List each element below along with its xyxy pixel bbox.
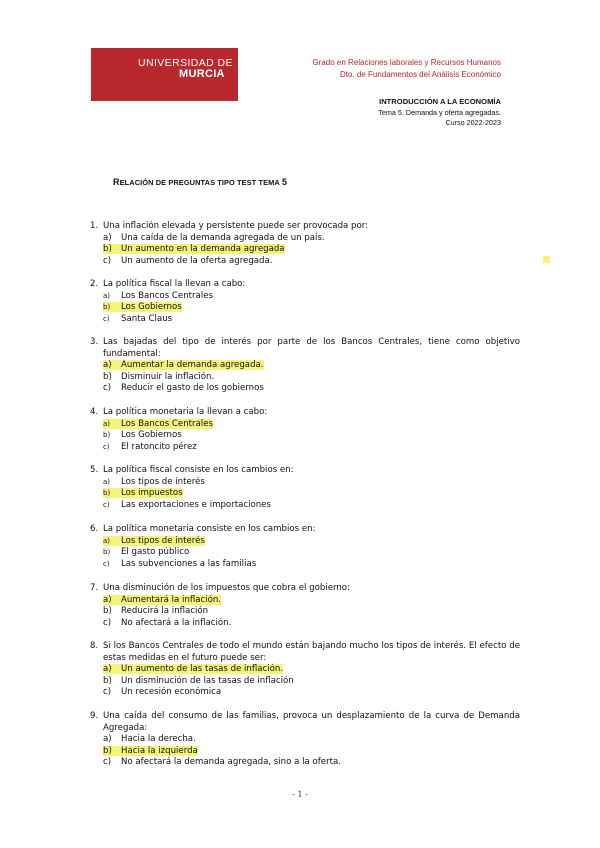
option-b: b) Los impuestos [103, 488, 183, 499]
question-text: Una caída del consumo de las familias, provoca un desplazamiento de la curva de Demanda Agregada: [103, 711, 520, 733]
highlight-marker [543, 256, 550, 263]
option-a: a) Los tipos de interés [103, 476, 205, 487]
degree-name: Grado en Relaciones laborales y Recursos Humanos [312, 58, 501, 67]
page-title [113, 177, 287, 187]
topic-name: Tema 5. Demanda y oferta agregadas. [378, 108, 501, 117]
logo-line-1: UNIVERSIDAD DE [138, 57, 233, 69]
title-number: 5 [281, 177, 288, 187]
question-number: 7. [90, 583, 99, 593]
question-6 [90, 524, 520, 570]
option-b: b) Hacia la izquierda [103, 745, 198, 756]
option-b: b) Los Gobiernos [103, 430, 182, 441]
course-year: Curso 2022-2023 [445, 118, 501, 127]
option-a: a) Hacia la derecha. [103, 734, 196, 745]
question-5 [90, 465, 520, 511]
title-first-letter: R [113, 177, 120, 187]
option-c: c) Reducir el gasto de los gobiernos [103, 383, 264, 394]
question-number: 9. [90, 711, 99, 721]
option-b: b) Un disminución de las tasas de inflación [103, 675, 294, 686]
option-a: a) Aumentar la demanda agregada. [103, 360, 264, 371]
question-9 [90, 711, 520, 769]
question-text: Las bajadas del tipo de interés por parte de los Bancos Centrales, tiene como objetivo fundamental: [103, 337, 520, 359]
option-c: c) Las exportaciones e importaciones [103, 499, 271, 510]
question-text: Una inflación elevada y persistente puede ser provocada por: [103, 221, 369, 231]
question-number: 6. [90, 524, 99, 534]
question-number: 4. [90, 407, 99, 417]
option-b: b) Disminuir la inflación. [103, 371, 215, 382]
option-a: a) Los Bancos Centrales [103, 418, 213, 429]
option-c: c) Un aumento de la oferta agregada. [103, 255, 273, 266]
question-2 [90, 279, 520, 325]
option-a: a) Una caída de la demanda agregada de un país. [103, 232, 325, 243]
question-7 [90, 583, 520, 629]
option-a: a) Los tipos de interés [103, 535, 205, 546]
option-c: c) No afectará la demanda agregada, sino a la oferta. [103, 757, 341, 768]
option-c: c) No afectará a la inflación. [103, 617, 232, 628]
logo-line-2: MURCIA [179, 68, 225, 80]
option-a: a) Aumentará la inflación. [103, 594, 222, 605]
option-b: b) Los Gobiernos [103, 302, 182, 313]
question-text: La política monetaria consiste en los cambios en: [103, 524, 316, 534]
option-a: a) Los Bancos Centrales [103, 290, 213, 301]
question-4 [90, 407, 520, 453]
question-1 [90, 221, 520, 267]
option-c: c) Un recesión económica [103, 687, 222, 698]
question-text: La política fiscal consiste en los cambios en: [103, 465, 294, 475]
question-text: Si los Bancos Centrales de todo el mundo están bajando mucho los tipos de interés. El efecto de estas medidas en el futuro puede ser: [103, 641, 520, 663]
title-text: ELACIÓN DE PREGUNTAS TIPO TEST TEMA [119, 178, 280, 187]
option-a: a) Un aumento de las tasas de inflación. [103, 664, 284, 675]
question-8 [90, 641, 520, 699]
option-b: b) Un aumento en la demanda agregada [103, 244, 285, 255]
department-name: Dto. de Fundamentos del Análisis Económico [340, 70, 501, 79]
option-c: c) El ratoncito pérez [103, 441, 197, 452]
question-number: 1. [90, 221, 99, 231]
question-number: 8. [90, 641, 99, 651]
question-text: La política fiscal la llevan a cabo: [103, 279, 246, 289]
subject-name: INTRODUCCIÓN A LA ECONOMÍA [379, 97, 501, 106]
option-c: c) Las subvenciones a las familias [103, 558, 257, 569]
university-logo [91, 48, 238, 101]
page-number: - 1 - [292, 790, 308, 799]
option-b: b) El gasto público [103, 547, 190, 558]
question-number: 2. [90, 279, 99, 289]
question-number: 3. [90, 337, 99, 347]
question-number: 5. [90, 465, 99, 475]
question-text: Una disminución de los impuestos que cobra el gobierno: [103, 583, 350, 593]
question-3 [90, 337, 520, 395]
question-text: La política monetaria la llevan a cabo: [103, 407, 268, 417]
option-c: c) Santa Claus [103, 313, 173, 324]
option-b: b) Reducirá la inflación [103, 606, 209, 617]
